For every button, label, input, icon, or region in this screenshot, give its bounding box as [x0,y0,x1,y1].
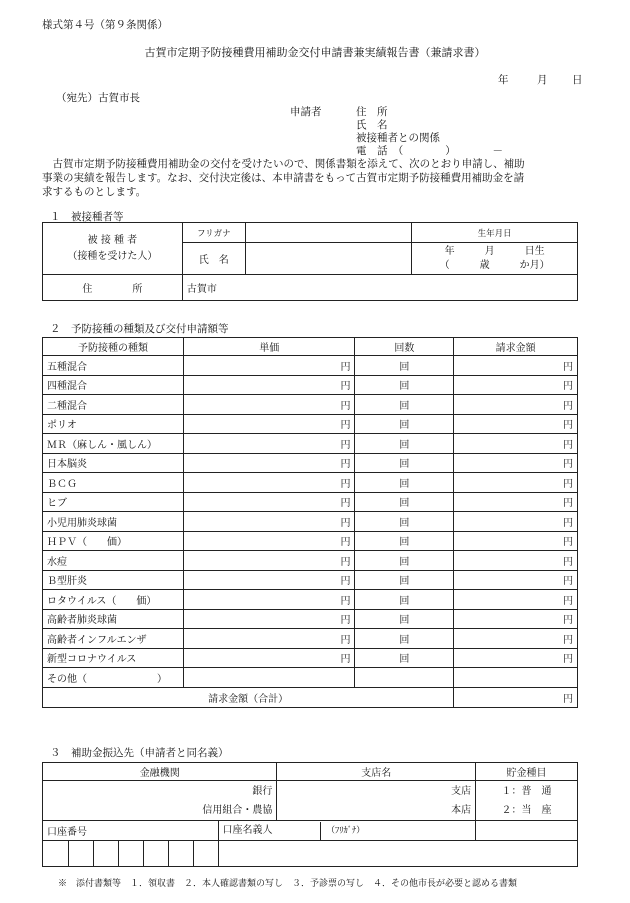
body-line: 求するものとします。 [42,186,147,198]
count-cell[interactable]: 回 [355,375,454,395]
applicant-address: 住 所 [356,106,388,118]
table-row [43,590,578,610]
address-field[interactable]: 古賀市 [182,275,577,301]
body-text [42,157,525,199]
amount-cell[interactable]: 円 [454,453,578,473]
amount-cell[interactable]: 円 [454,414,578,434]
vaccine-name: ＨＰＶ（ 価） [43,531,184,551]
vaccine-table [42,337,578,708]
account-type-field[interactable] [476,781,578,821]
furigana-label: フリガナ [182,223,245,243]
account-number-label: 口座番号 [43,821,219,841]
bank-table [42,762,578,867]
birth-line-2: （ 歳 か月） [439,259,550,271]
total-label: 請求金額（合計） [43,687,454,707]
body-line: 古賀市定期予防接種費用補助金の交付を受けたいので、関係書類を添えて、次のとおり申請し、補助 [42,158,525,170]
table-row [43,492,578,512]
unit-price-cell[interactable]: 円 [183,531,355,551]
footnote: ※ 添付書類等 １．領収書 ２．本人確認書類の写し ３．予診票の写し ４．その他市長が必要と認める書類 [58,879,518,889]
unit-price-cell[interactable]: 円 [183,609,355,629]
table-row [43,629,578,649]
addressee: （宛先）古賀市長 [56,92,140,104]
count-cell[interactable]: 回 [355,414,454,434]
body-line: 事業の実績を報告します。なお、交付決定後は、本申請書をもって古賀市定期予防接種費用補助金を請 [42,172,525,184]
birth-header: 生年月日 [412,223,578,243]
vaccine-name: 日本脳炎 [43,453,184,473]
unit-price-cell[interactable]: 円 [183,629,355,649]
account-digit-box[interactable] [43,841,69,867]
applicant-name: 氏 名 [356,119,388,131]
amount-cell[interactable]: 円 [454,648,578,668]
table-row [43,473,578,493]
header-count: 回数 [355,338,454,356]
table-row [43,609,578,629]
count-cell[interactable]: 回 [355,492,454,512]
branch-field[interactable] [277,781,476,821]
amount-cell[interactable]: 円 [454,512,578,532]
vaccine-name: ポリオ [43,414,184,434]
count-cell[interactable]: 回 [355,570,454,590]
vaccine-name: ロタウイルス（ 価） [43,590,184,610]
header-branch: 支店名 [277,763,476,781]
account-digit-box[interactable] [68,841,93,867]
count-cell[interactable]: 回 [355,473,454,493]
table-row [43,531,578,551]
vaccine-name: 小児用肺炎球菌 [43,512,184,532]
vaccine-name: 五種混合 [43,356,184,376]
header-vaccine-type: 予防接種の種類 [43,338,184,356]
header-bank: 金融機関 [43,763,277,781]
amount-cell[interactable]: 円 [454,375,578,395]
date-day: 日 [572,74,583,86]
count-cell[interactable] [355,668,454,688]
address-label: 住 所 [43,275,183,301]
person-label [43,223,183,275]
amount-cell[interactable]: 円 [454,492,578,512]
name-label: 氏 名 [182,243,245,275]
vaccine-name: 高齢者肺炎球菌 [43,609,184,629]
count-cell[interactable]: 回 [355,648,454,668]
bank-suffix-bank: 銀行 [252,785,273,797]
account-digit-box[interactable] [143,841,168,867]
vaccine-name: ＢＣＧ [43,473,184,493]
table-row [43,356,578,376]
count-cell[interactable]: 回 [355,590,454,610]
header-account-type: 貯金種目 [476,763,578,781]
vaccine-name: 新型コロナウイルス [43,648,184,668]
account-name-label-cell [218,821,476,841]
vaccine-name-other[interactable]: その他（ ） [43,668,184,688]
applicant-label: 申請者 [290,106,322,118]
applicant-phone: 電 話 （ ） － [356,145,503,157]
account-furigana-label: （ﾌﾘｶﾞﾅ） [320,822,365,840]
account-digit-box[interactable] [168,841,193,867]
count-cell[interactable]: 回 [355,609,454,629]
account-furigana-field[interactable] [476,821,578,841]
table-row [43,395,578,415]
unit-price-cell[interactable]: 円 [183,395,355,415]
account-name-label: 口座名義人 [222,825,273,836]
head-office-suffix: 本店 [451,804,472,816]
total-amount[interactable]: 円 [454,687,578,707]
vaccine-name: 水痘 [43,551,184,571]
table-row [43,648,578,668]
bank-suffix-union: 信用組合・農協 [202,804,273,816]
amount-cell[interactable]: 円 [454,473,578,493]
amount-cell[interactable]: 円 [454,590,578,610]
table-row [43,551,578,571]
form-number: 様式第４号（第９条関係） [42,19,168,31]
person-label-1: 被 接 種 者 [87,234,138,246]
branch-suffix: 支店 [451,785,472,797]
unit-price-cell[interactable]: 円 [183,414,355,434]
furigana-field[interactable] [245,223,411,243]
vaccine-name: ヒブ [43,492,184,512]
table-row [43,453,578,473]
unit-price-cell[interactable]: 円 [183,356,355,376]
unit-price-cell[interactable]: 円 [183,648,355,668]
amount-cell[interactable]: 円 [454,570,578,590]
account-digit-box[interactable] [118,841,143,867]
unit-price-cell[interactable]: 円 [183,551,355,571]
unit-price-cell[interactable]: 円 [183,590,355,610]
section1-table [42,222,578,301]
table-row-total [43,687,578,707]
applicant-relation: 被接種者との関係 [356,132,440,144]
section3-heading: ３ 補助金振込先（申請者と同名義） [50,747,229,759]
table-row-other [43,668,578,688]
count-cell[interactable]: 回 [355,531,454,551]
amount-cell[interactable]: 円 [454,629,578,649]
birth-field[interactable] [412,243,578,275]
unit-price-cell[interactable]: 円 [183,512,355,532]
unit-price-cell[interactable]: 円 [183,453,355,473]
account-type-current[interactable]: ２：当 座 [501,804,552,816]
amount-cell[interactable]: 円 [454,531,578,551]
account-digit-box[interactable] [193,841,218,867]
table-row [43,512,578,532]
unit-price-cell[interactable]: 円 [183,492,355,512]
table-row [43,570,578,590]
vaccine-name: Ｂ型肝炎 [43,570,184,590]
date-month: 月 [537,74,548,86]
account-holder-field[interactable] [218,841,577,867]
person-label-2: （接種を受けた人） [67,250,158,262]
unit-price-cell[interactable]: 円 [183,375,355,395]
amount-cell[interactable]: 円 [454,434,578,454]
count-cell[interactable]: 回 [355,453,454,473]
count-cell[interactable]: 回 [355,551,454,571]
unit-price-cell[interactable]: 円 [183,570,355,590]
date-year: 年 [498,74,509,86]
unit-price-cell[interactable]: 円 [183,434,355,454]
table-row [43,375,578,395]
section1-heading: １ 被接種者等 [50,211,124,223]
table-row [43,414,578,434]
header-amount: 請求金額 [454,338,578,356]
count-cell[interactable]: 回 [355,356,454,376]
section2-heading: ２ 予防接種の種類及び交付申請額等 [50,323,229,335]
amount-cell[interactable]: 円 [454,395,578,415]
amount-cell[interactable]: 円 [454,356,578,376]
bank-name-field[interactable] [43,781,277,821]
account-digit-box[interactable] [93,841,118,867]
amount-cell[interactable]: 円 [454,551,578,571]
unit-price-cell[interactable] [183,668,355,688]
unit-price-cell[interactable]: 円 [183,473,355,493]
vaccine-name: 高齢者インフルエンザ [43,629,184,649]
vaccine-name: ＭＲ（麻しん・風しん） [43,434,184,454]
amount-cell[interactable]: 円 [454,609,578,629]
name-field[interactable] [245,243,411,275]
amount-cell[interactable] [454,668,578,688]
count-cell[interactable]: 回 [355,434,454,454]
count-cell[interactable]: 回 [355,512,454,532]
account-type-ordinary[interactable]: １：普 通 [501,785,552,797]
vaccine-name: 四種混合 [43,375,184,395]
table-row [43,434,578,454]
header-unit-price: 単価 [183,338,355,356]
vaccine-name: 二種混合 [43,395,184,415]
count-cell[interactable]: 回 [355,395,454,415]
birth-line-1: 年 月 日生 [444,245,545,257]
page-title: 古賀市定期予防接種費用補助金交付申請書兼実績報告書（兼請求書） [144,46,486,59]
count-cell[interactable]: 回 [355,629,454,649]
